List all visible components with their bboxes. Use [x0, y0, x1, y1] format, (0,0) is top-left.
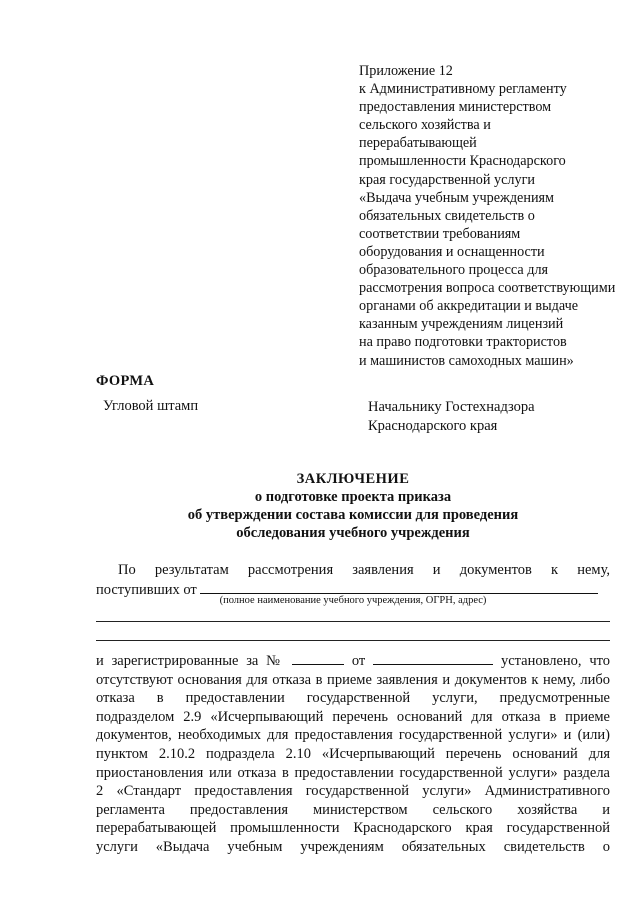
paragraph-line: перерабатывающей промышленности Краснодарского края государственной	[96, 820, 610, 837]
registration-number-blank	[292, 651, 344, 665]
addressee-block	[368, 398, 535, 436]
form-label: ФОРМА	[96, 373, 155, 389]
appendix-line: казанным учреждениям лицензий	[359, 316, 564, 333]
registration-suffix: установлено, что	[500, 653, 611, 669]
appendix-line: образовательного процесса для	[359, 262, 549, 279]
intro-line: По результатам рассмотрения заявления и документов к нему,	[118, 562, 610, 578]
appendix-line: оборудования и оснащенности	[359, 243, 545, 260]
paragraph-line: подразделом 2.9 «Исчерпывающий перечень оснований для отказа в приеме	[96, 708, 610, 725]
appendix-line: края государственной услуги	[359, 171, 535, 188]
corner-stamp-label: Угловой штамп	[103, 398, 199, 414]
title-line: о подготовке проекта приказа	[254, 489, 452, 505]
blank-line	[96, 640, 610, 641]
appendix-line: промышленности Краснодарского	[359, 153, 566, 170]
intro-sender-prefix: поступивших от	[96, 581, 197, 598]
paragraph-line: услуги «Выдача учебным учреждениям обязательных свидетельств о	[96, 838, 610, 855]
main-paragraph	[96, 651, 610, 857]
appendix-line: рассмотрения вопроса соответствующими	[359, 280, 616, 297]
appendix-line: перерабатывающей	[359, 135, 477, 152]
appendix-line: соответствии требованиям	[359, 225, 521, 242]
registration-date-blank	[373, 651, 493, 665]
document-title	[96, 470, 610, 542]
appendix-line: «Выдача учебным учреждениям	[359, 189, 555, 206]
appendix-line: и машинистов самоходных машин»	[359, 352, 574, 369]
sender-name-blank	[200, 580, 598, 594]
appendix-line: обязательных свидетельств о	[359, 207, 535, 224]
blank-line	[96, 621, 610, 622]
paragraph-line: регламента предоставления министерством сельского хозяйства и	[96, 801, 610, 818]
paragraph-line: пунктом 2.10.2 подраздела 2.10 «Исчерпывающий перечень оснований для	[96, 745, 610, 762]
paragraph-line: отсутствуют основания для отказа в приеме заявления и документов к нему, либо	[96, 671, 610, 688]
registration-prefix: и зарегистрированные за №	[96, 653, 285, 669]
title-line: обследования учебного учреждения	[236, 525, 470, 541]
sender-caption: (полное наименование учебного учреждения, ОГРН, адрес)	[219, 595, 487, 606]
addressee-line: Начальнику Гостехнадзора	[368, 399, 535, 415]
addressee-line: Краснодарского края	[368, 418, 498, 434]
appendix-line: предоставления министерством	[359, 99, 552, 116]
paragraph-line: документов, необходимых для предоставления государственной услуги» и (или)	[96, 727, 610, 744]
paragraph-line-registration	[96, 651, 610, 671]
title-main: ЗАКЛЮЧЕНИЕ	[296, 471, 410, 487]
registration-from: от	[351, 653, 366, 669]
title-line: об утверждении состава комиссии для проведения	[187, 507, 519, 523]
appendix-header	[359, 62, 619, 370]
paragraph-line: отказа в предоставлении государственной услуги, предусмотренные	[96, 690, 610, 707]
intro-paragraph	[96, 561, 610, 599]
paragraph-line: 2 «Стандарт предоставления государственной услуги» Административного	[96, 783, 610, 800]
appendix-line: сельского хозяйства и	[359, 117, 491, 134]
appendix-line: Приложение 12	[359, 63, 453, 79]
appendix-line: на право подготовки трактористов	[359, 334, 567, 351]
appendix-line: к Административному регламенту	[359, 81, 567, 98]
paragraph-line: приостановления или отказа в предоставлении государственной услуги» раздела	[96, 764, 610, 781]
appendix-line: органами об аккредитации и выдаче	[359, 298, 579, 315]
